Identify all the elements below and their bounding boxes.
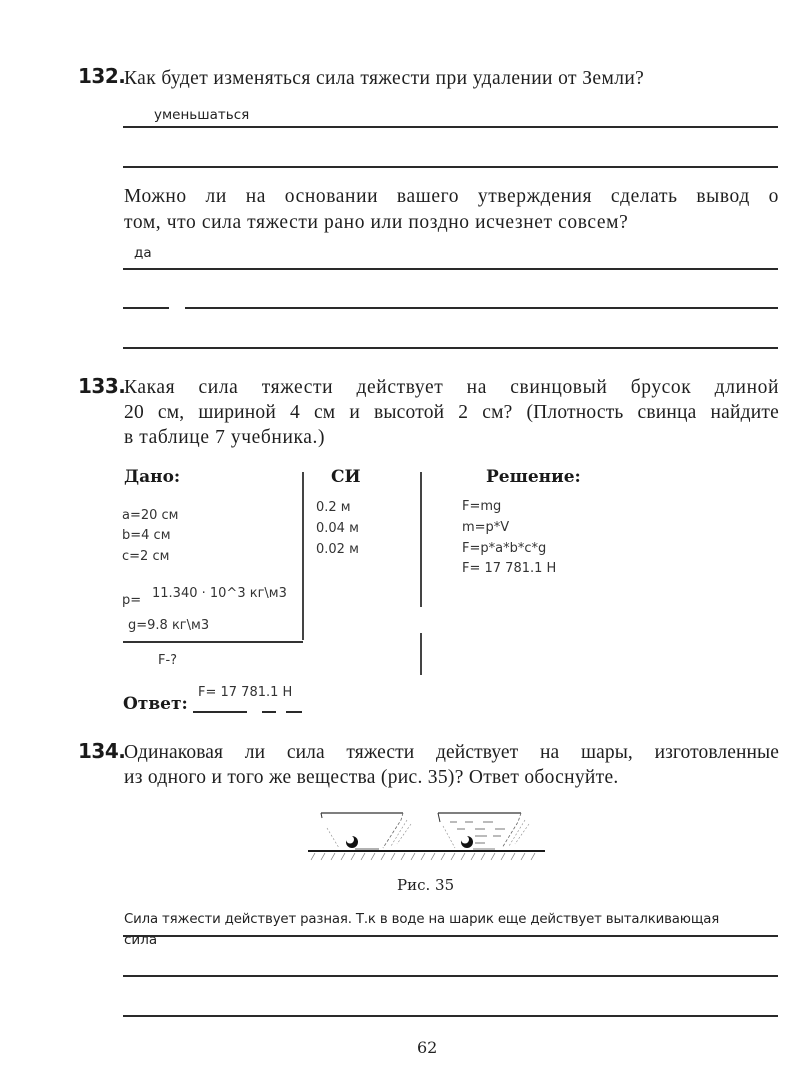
answer-line (193, 711, 247, 713)
question-133-line3: в таблице 7 учебника.) (124, 427, 326, 448)
empty-bowl (321, 813, 411, 849)
solution-header: Решение: (486, 467, 581, 487)
given-separator (123, 641, 303, 643)
column-divider (420, 633, 422, 675)
solution-step-1: F=mg (462, 499, 502, 514)
given-density-label: p= (122, 593, 142, 608)
answer-line (123, 126, 778, 128)
solution-step-3: F=p*a*b*c*g (462, 541, 547, 556)
answer-line (185, 307, 778, 309)
question-number-134: 134. (78, 739, 126, 763)
given-c: c=2 см (122, 549, 170, 564)
answer-line (123, 268, 778, 270)
given-density-value: 11.340 · 10^3 кг\м3 (152, 586, 287, 601)
given-a: a=20 см (122, 508, 179, 523)
answer-line (123, 347, 778, 349)
solution-step-4: F= 17 781.1 H (462, 561, 557, 576)
answer-132: уменьшаться (154, 107, 250, 123)
question-number-133: 133. (78, 374, 126, 398)
answer-line (123, 975, 778, 977)
si-value-b: 0.04 м (316, 521, 359, 536)
answer-label: Ответ: (123, 694, 188, 714)
si-value-c: 0.02 м (316, 542, 359, 557)
answer-line (123, 1015, 778, 1017)
answer-line (123, 307, 169, 309)
answer-line (262, 711, 276, 713)
page-number: 62 (417, 1038, 438, 1057)
question-133-line2: 20 см, шириной 4 см и высотой 2 см? (Плотность свинца найдите (124, 402, 779, 423)
solution-step-2: m=p*V (462, 520, 510, 535)
given-gravity: g=9.8 кг\м3 (128, 618, 210, 633)
figure-35 (305, 800, 550, 865)
column-divider (302, 472, 304, 640)
figure-caption: Рис. 35 (397, 876, 455, 894)
si-header: СИ (331, 467, 361, 487)
answer-134-line1: Сила тяжести действует разная. Т.к в воде на шарик еще действует выталкивающая (124, 912, 720, 927)
water-bowl (438, 813, 529, 849)
answer-133: F= 17 781.1 H (198, 685, 293, 700)
question-134-line1: Одинаковая ли сила тяжести действует на шары, изготовленные (124, 742, 779, 763)
given-header: Дано: (124, 467, 181, 487)
question-134-line2: из одного и того же вещества (рис. 35)? Ответ обоснуйте. (124, 767, 619, 788)
si-value-a: 0.2 м (316, 500, 351, 515)
answer-132-followup: да (134, 245, 152, 261)
find-force: F-? (158, 653, 178, 668)
question-132-followup-line2: том, что сила тяжести рано или поздно исчезнет совсем? (124, 212, 629, 233)
question-132-followup-line1: Можно ли на основании вашего утверждения сделать вывод о (124, 186, 779, 207)
answer-line (123, 935, 778, 937)
column-divider (420, 472, 422, 607)
ground (308, 851, 545, 860)
answer-134-line2: сила (124, 932, 158, 948)
question-133-line1: Какая сила тяжести действует на свинцовый брусок длиной (124, 377, 779, 398)
question-132-text: Как будет изменяться сила тяжести при удалении от Земли? (124, 68, 645, 89)
answer-line (286, 711, 302, 713)
question-number-132: 132. (78, 64, 126, 88)
answer-line (123, 166, 778, 168)
given-b: b=4 см (122, 528, 171, 543)
